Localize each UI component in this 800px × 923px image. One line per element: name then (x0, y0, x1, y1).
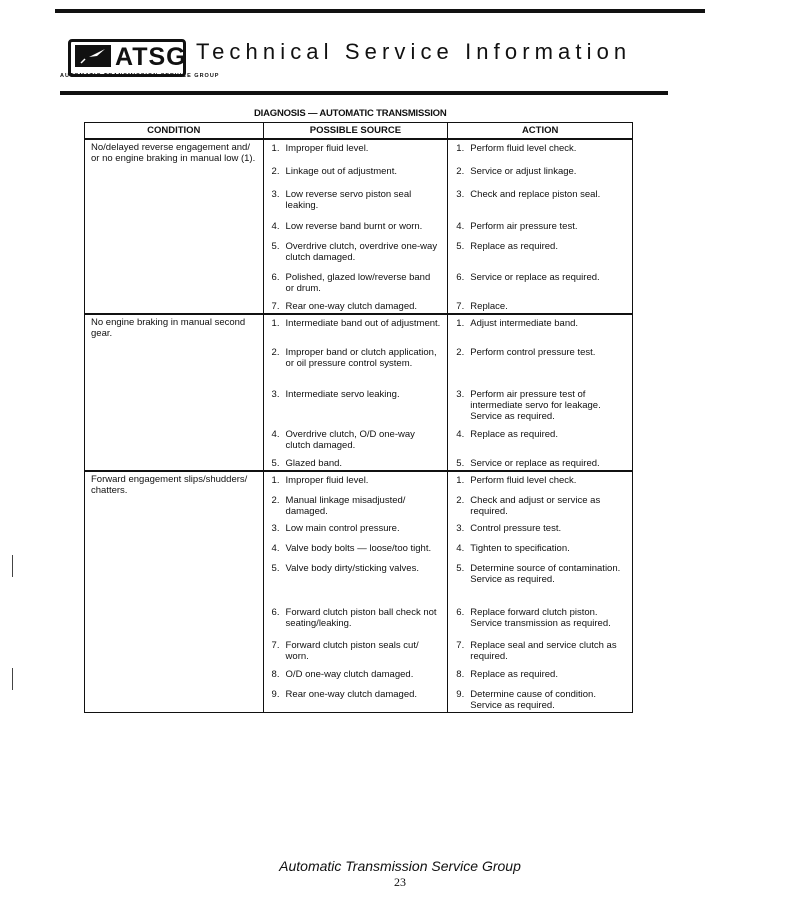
source-item-text: Rear one-way clutch damaged. (285, 301, 418, 312)
table-row (85, 139, 633, 314)
margin-mark (12, 555, 13, 577)
source-item-text: Valve body dirty/sticking valves. (285, 563, 419, 574)
source-item-text: O/D one-way clutch damaged. (285, 669, 414, 680)
action-cell (448, 139, 633, 314)
column-header-action: ACTION (448, 123, 633, 140)
top-rule (55, 9, 705, 13)
column-header-possible-source: POSSIBLE SOURCE (263, 123, 448, 140)
condition-cell (85, 139, 264, 314)
action-item-text: Replace as required. (470, 241, 558, 252)
action-item-text: Replace. (470, 301, 508, 312)
action-item-text: Replace as required. (470, 669, 558, 680)
table-title: DIAGNOSIS — AUTOMATIC TRANSMISSION (254, 108, 447, 119)
source-item-text: Forward clutch piston seals cut/ worn. (285, 640, 419, 662)
table-row (85, 314, 633, 471)
source-item (264, 520, 448, 540)
source-item (264, 686, 448, 712)
action-item-text: Perform air pressure test. (470, 221, 578, 232)
item-number: 2. (271, 166, 280, 177)
possible-source-cell (263, 314, 448, 471)
action-item-text: Check and adjust or service as required. (470, 495, 601, 517)
item-number: 4. (456, 221, 465, 232)
logo-plane-icon (75, 45, 111, 67)
item-number: 9. (271, 689, 280, 700)
logo-tagline: AUTOMATIC TRANSMISSION SERVICE GROUP (60, 73, 220, 79)
item-number: 1. (271, 143, 280, 154)
source-item (264, 426, 448, 455)
action-item (448, 163, 632, 186)
column-header-condition: CONDITION (85, 123, 264, 140)
item-number: 1. (456, 318, 465, 329)
action-item-text: Perform control pressure test. (470, 347, 596, 358)
item-number: 2. (456, 166, 465, 177)
item-number: 5. (456, 563, 465, 574)
action-item (448, 218, 632, 238)
action-item (448, 426, 632, 455)
header-rule (60, 91, 668, 95)
source-item-text: Valve body bolts — loose/too tight. (285, 543, 432, 554)
item-number: 4. (271, 221, 280, 232)
action-item-text: Perform fluid level check. (470, 475, 577, 486)
action-item (448, 686, 632, 712)
item-number: 6. (456, 272, 465, 283)
action-item-text: Determine cause of condition. Service as required. (470, 689, 596, 711)
action-item-text: Perform fluid level check. (470, 143, 577, 154)
action-item-text: Adjust intermediate band. (470, 318, 579, 329)
item-number: 5. (456, 241, 465, 252)
action-item (448, 520, 632, 540)
item-number: 4. (271, 543, 280, 554)
document-title: Technical Service Information (196, 39, 632, 64)
source-item-text: Overdrive clutch, overdrive one-way clutch damaged. (285, 241, 438, 263)
action-item (448, 386, 632, 426)
item-number: 7. (271, 640, 280, 651)
source-item-text: Intermediate servo leaking. (285, 389, 400, 400)
action-item-text: Replace forward clutch piston. Service transmission as required. (470, 607, 611, 629)
action-item-text: Determine source of contamination. Service as required. (470, 563, 621, 585)
item-number: 9. (456, 689, 465, 700)
action-item (448, 455, 632, 470)
action-item (448, 666, 632, 686)
action-cell (448, 471, 633, 713)
action-item-text: Control pressure test. (470, 523, 562, 534)
action-item (448, 560, 632, 604)
page-header (58, 33, 678, 91)
source-item (264, 140, 448, 163)
action-item (448, 186, 632, 218)
item-number: 5. (456, 458, 465, 469)
footer-organization: Automatic Transmission Service Group (279, 858, 521, 874)
atsg-logo (68, 39, 186, 77)
action-item-text: Replace seal and service clutch as required. (470, 640, 617, 662)
margin-mark (12, 668, 13, 690)
page-number: 23 (394, 875, 406, 889)
source-item-text: Intermediate band out of adjustment. (285, 318, 441, 329)
table-row (85, 471, 633, 713)
table-header-row (85, 123, 633, 140)
item-number: 5. (271, 458, 280, 469)
item-number: 4. (456, 429, 465, 440)
item-number: 1. (456, 475, 465, 486)
item-number: 4. (271, 429, 280, 440)
item-number: 5. (271, 241, 280, 252)
item-number: 7. (271, 301, 280, 312)
item-number: 6. (456, 607, 465, 618)
item-number: 8. (271, 669, 280, 680)
action-item-text: Perform air pressure test of intermediate servo for leakage. Service as required. (470, 389, 601, 422)
source-item-text: Low reverse band burnt or worn. (285, 221, 423, 232)
source-item (264, 386, 448, 426)
item-number: 7. (456, 640, 465, 651)
table-body (85, 139, 633, 713)
source-item-text: Overdrive clutch, O/D one-way clutch damaged. (285, 429, 415, 451)
item-number: 2. (271, 347, 280, 358)
source-item-text: Linkage out of adjustment. (285, 166, 397, 177)
possible-source-cell (263, 139, 448, 314)
item-number: 7. (456, 301, 465, 312)
item-number: 3. (456, 189, 465, 200)
item-number: 1. (271, 475, 280, 486)
source-item (264, 492, 448, 520)
condition-cell (85, 314, 264, 471)
action-item-text: Service or adjust linkage. (470, 166, 577, 177)
diagnosis-table (84, 122, 633, 713)
item-number: 1. (271, 318, 280, 329)
item-number: 8. (456, 669, 465, 680)
source-item (264, 315, 448, 344)
item-number: 2. (456, 495, 465, 506)
action-item (448, 238, 632, 269)
action-item (448, 344, 632, 386)
item-number: 1. (456, 143, 465, 154)
condition-cell (85, 471, 264, 713)
source-item (264, 604, 448, 637)
source-item-text: Manual linkage misadjusted/ damaged. (285, 495, 406, 517)
item-number: 2. (456, 347, 465, 358)
action-item (448, 140, 632, 163)
action-item (448, 604, 632, 637)
action-item (448, 315, 632, 344)
action-item-text: Service or replace as required. (470, 272, 600, 283)
source-item (264, 218, 448, 238)
logo-text: ATSG (115, 43, 187, 71)
item-number: 4. (456, 543, 465, 554)
condition-text: No engine braking in manual second gear. (91, 317, 246, 339)
action-item-text: Service or replace as required. (470, 458, 600, 469)
source-item-text: Rear one-way clutch damaged. (285, 689, 418, 700)
item-number: 3. (271, 523, 280, 534)
source-item-text: Glazed band. (285, 458, 343, 469)
source-item (264, 344, 448, 386)
item-number: 2. (271, 495, 280, 506)
item-number: 3. (456, 389, 465, 400)
source-item (264, 298, 448, 313)
source-item (264, 540, 448, 560)
action-item-text: Tighten to specification. (470, 543, 570, 554)
source-item (264, 472, 448, 492)
source-item (264, 455, 448, 470)
action-item (448, 492, 632, 520)
item-number: 3. (271, 389, 280, 400)
condition-text: No/delayed reverse engagement and/ or no engine braking in manual low (1). (91, 142, 256, 164)
action-item (448, 637, 632, 666)
source-item-text: Low reverse servo piston seal leaking. (285, 189, 412, 211)
source-item-text: Improper fluid level. (285, 475, 369, 486)
item-number: 6. (271, 272, 280, 283)
item-number: 3. (456, 523, 465, 534)
source-item (264, 269, 448, 298)
action-item (448, 472, 632, 492)
source-item-text: Forward clutch piston ball check not seating/leaking. (285, 607, 437, 629)
item-number: 6. (271, 607, 280, 618)
action-item (448, 540, 632, 560)
source-item (264, 238, 448, 269)
source-item (264, 186, 448, 218)
source-item (264, 163, 448, 186)
source-item-text: Polished, glazed low/reverse band or drum. (285, 272, 431, 294)
source-item-text: Improper fluid level. (285, 143, 369, 154)
item-number: 3. (271, 189, 280, 200)
source-item (264, 560, 448, 604)
action-item-text: Check and replace piston seal. (470, 189, 601, 200)
source-item-text: Low main control pressure. (285, 523, 400, 534)
source-item (264, 666, 448, 686)
item-number: 5. (271, 563, 280, 574)
condition-text: Forward engagement slips/shudders/ chatters. (91, 474, 248, 496)
source-item-text: Improper band or clutch application, or oil pressure control system. (285, 347, 437, 369)
action-item (448, 298, 632, 313)
action-cell (448, 314, 633, 471)
possible-source-cell (263, 471, 448, 713)
action-item (448, 269, 632, 298)
source-item (264, 637, 448, 666)
action-item-text: Replace as required. (470, 429, 558, 440)
